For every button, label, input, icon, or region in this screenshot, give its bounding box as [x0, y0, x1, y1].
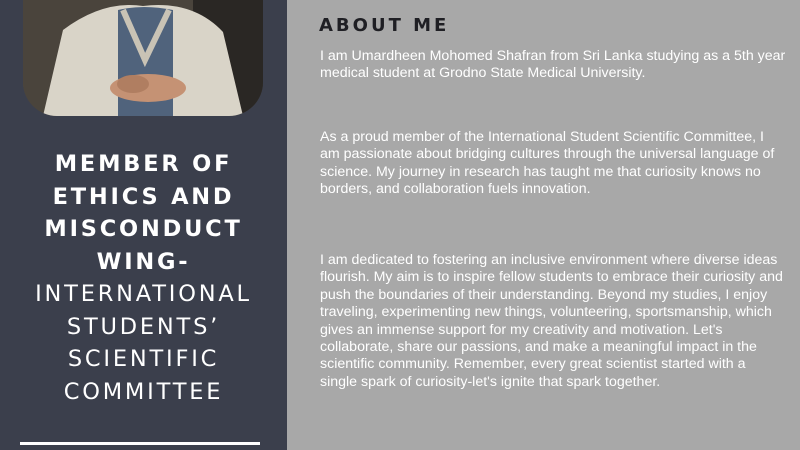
about-heading: ABOUT ME — [319, 15, 450, 36]
role-line: MEMBER OF — [54, 151, 233, 177]
role-line: ETHICS AND — [52, 183, 235, 210]
about-paragraph-committee: As a proud member of the International Student Scientific Committee, I am passionate about bridging cultures through the universal language of science. My journey in research has taught me that curiosity knows no borders, and collaboration fuels innovation. — [320, 129, 775, 198]
profile-photo-illustration — [23, 0, 263, 116]
sidebar-divider — [20, 442, 260, 445]
role-line: MISCONDUCT — [44, 216, 243, 242]
organization-line: COMMITTEE — [63, 378, 224, 405]
organization-line: INTERNATIONAL — [35, 281, 252, 307]
about-section — [287, 0, 800, 450]
role-line: WING- — [96, 248, 191, 275]
about-paragraph-goals: I am dedicated to fostering an inclusive environment where diverse ideas flourish. My aim is to inspire fellow students to embrace their curiosity and push the boundaries of their understanding. Beyond my studies, I enjoy traveling, experimenting new things, volunteering, sportsmanship, which gives an immense support for my creativity and motivation. Let's collaborate, share our passions, and make a meaningful impact in the scientific community. Remember, every great scientist started with a single spark of curiosity-let's ignite that spark together. — [320, 252, 783, 390]
organization-line: STUDENTS’ — [66, 313, 221, 340]
organization-line: SCIENTIFIC — [67, 346, 220, 372]
role-title — [0, 148, 287, 408]
profile-sidebar — [0, 0, 287, 450]
about-paragraph-intro: I am Umardheen Mohomed Shafran from Sri Lanka studying as a 5th year medical student at Grodno State Medical University. — [320, 48, 786, 82]
profile-photo — [23, 0, 263, 116]
